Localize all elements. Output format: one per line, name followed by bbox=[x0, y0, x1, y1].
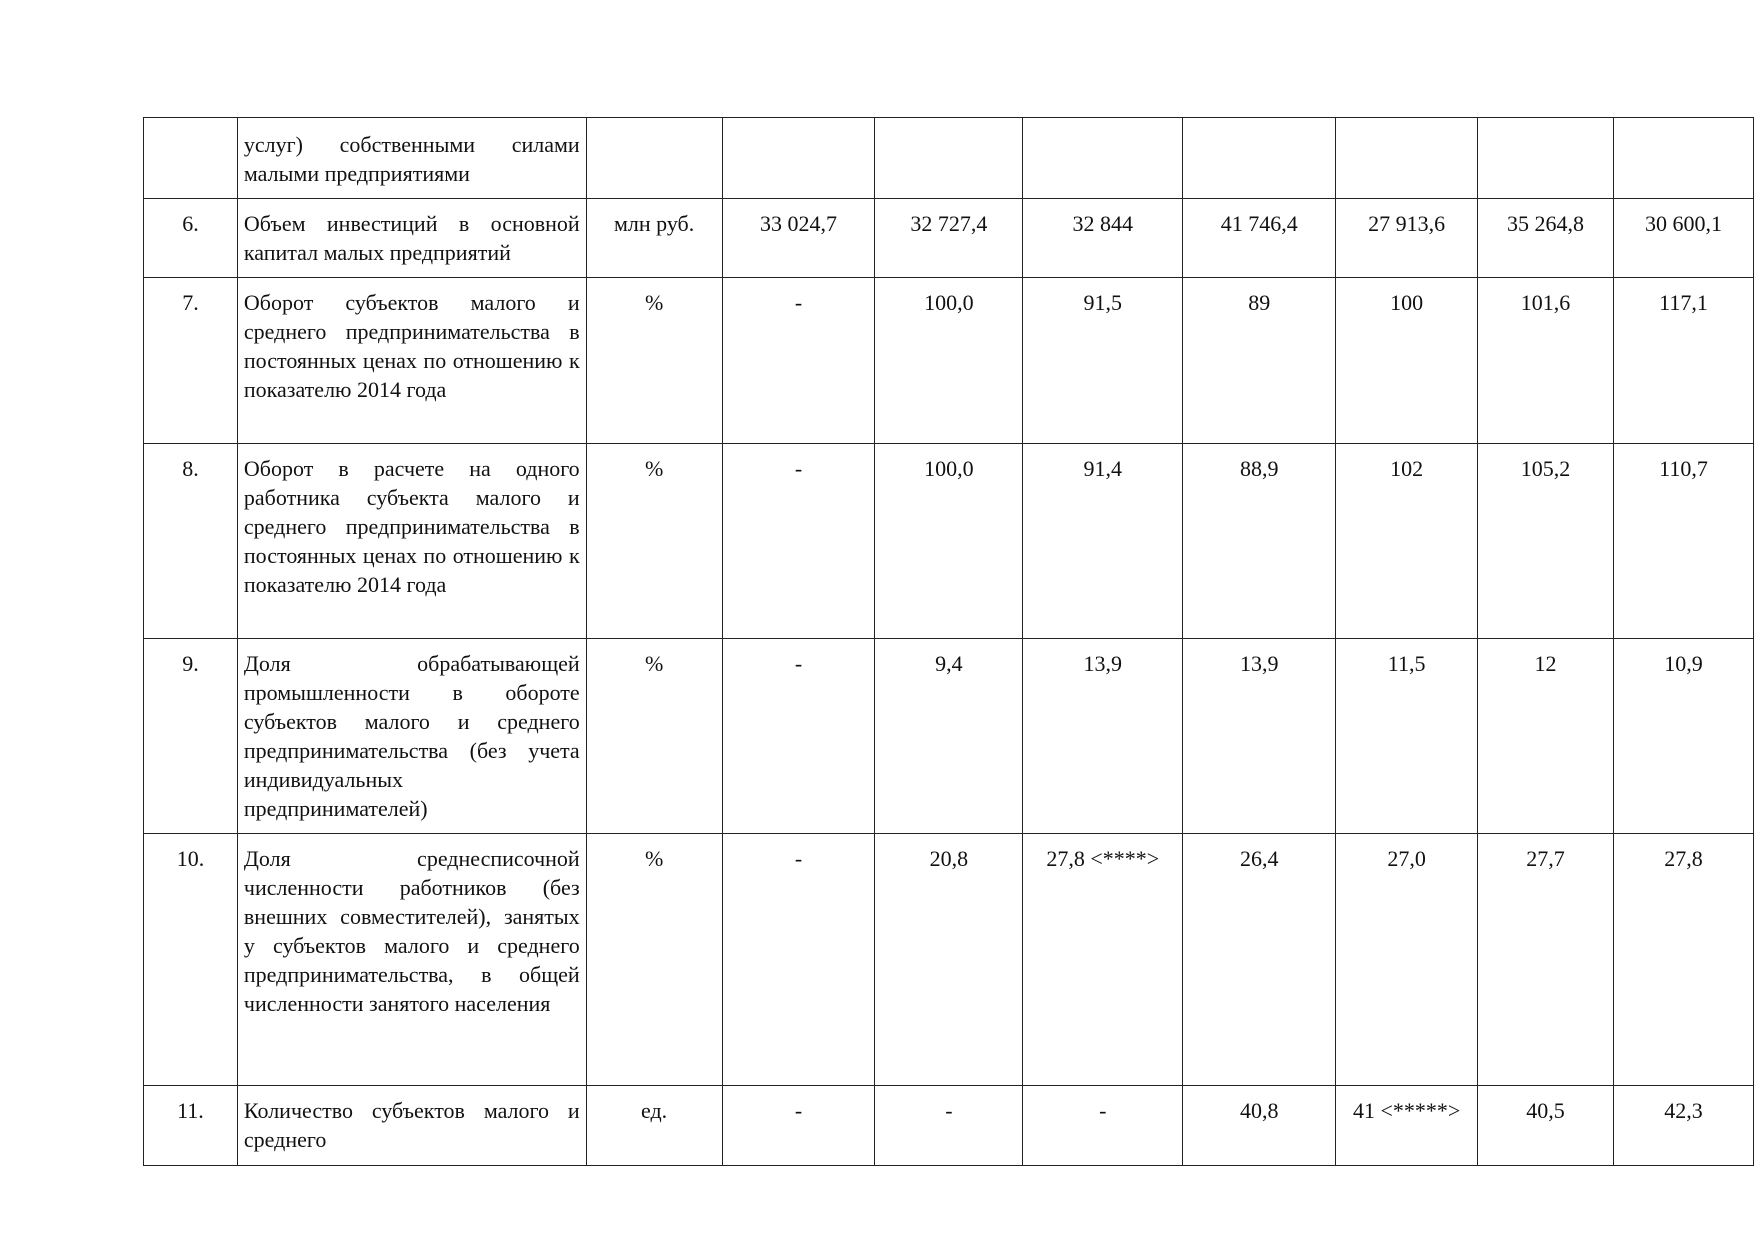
value-cell: 102 bbox=[1336, 444, 1478, 639]
value-cell: 117,1 bbox=[1614, 278, 1754, 444]
indicator-name: Доля обрабатывающей промышленности в обороте субъектов малого и среднего предпринимательства (без учета индивидуальных предпринимателей) bbox=[237, 639, 586, 834]
value-cell: 88,9 bbox=[1183, 444, 1336, 639]
value-cell: 27,8 <****> bbox=[1023, 834, 1183, 1086]
value-cell: 40,5 bbox=[1478, 1086, 1614, 1166]
value-cell: 27,8 bbox=[1614, 834, 1754, 1086]
value-cell bbox=[1183, 118, 1336, 199]
value-cell: 110,7 bbox=[1614, 444, 1754, 639]
value-cell: 41 <*****> bbox=[1336, 1086, 1478, 1166]
unit-cell: % bbox=[586, 444, 722, 639]
value-cell: - bbox=[1023, 1086, 1183, 1166]
value-cell: 100,0 bbox=[875, 444, 1023, 639]
value-cell bbox=[1336, 118, 1478, 199]
value-cell: 40,8 bbox=[1183, 1086, 1336, 1166]
row-number bbox=[144, 118, 238, 199]
value-cell: 91,5 bbox=[1023, 278, 1183, 444]
value-cell: 13,9 bbox=[1183, 639, 1336, 834]
value-cell: 32 727,4 bbox=[875, 199, 1023, 278]
value-cell bbox=[1614, 118, 1754, 199]
value-cell: - bbox=[722, 444, 875, 639]
value-cell bbox=[1478, 118, 1614, 199]
value-cell: 41 746,4 bbox=[1183, 199, 1336, 278]
value-cell: 9,4 bbox=[875, 639, 1023, 834]
indicator-name: Количество субъектов малого и среднего bbox=[237, 1086, 586, 1166]
indicator-name: Оборот субъектов малого и среднего предпринимательства в постоянных ценах по отношению к показателю 2014 года bbox=[237, 278, 586, 444]
table-row bbox=[144, 118, 1754, 199]
value-cell: - bbox=[722, 278, 875, 444]
row-number: 9. bbox=[144, 639, 238, 834]
table-row bbox=[144, 199, 1754, 278]
value-cell: 100 bbox=[1336, 278, 1478, 444]
value-cell: 35 264,8 bbox=[1478, 199, 1614, 278]
value-cell: - bbox=[875, 1086, 1023, 1166]
indicators-table bbox=[143, 117, 1754, 1166]
row-number: 6. bbox=[144, 199, 238, 278]
table-row bbox=[144, 444, 1754, 639]
value-cell: 100,0 bbox=[875, 278, 1023, 444]
unit-cell: % bbox=[586, 278, 722, 444]
value-cell bbox=[722, 118, 875, 199]
value-cell: 101,6 bbox=[1478, 278, 1614, 444]
unit-cell: млн руб. bbox=[586, 199, 722, 278]
value-cell: - bbox=[722, 1086, 875, 1166]
value-cell: 27,0 bbox=[1336, 834, 1478, 1086]
unit-cell: % bbox=[586, 639, 722, 834]
value-cell: 27,7 bbox=[1478, 834, 1614, 1086]
value-cell: 30 600,1 bbox=[1614, 199, 1754, 278]
table-row bbox=[144, 1086, 1754, 1166]
indicator-name: услуг) собственными силами малыми предприятиями bbox=[237, 118, 586, 199]
unit-cell: ед. bbox=[586, 1086, 722, 1166]
indicator-name: Объем инвестиций в основной капитал малых предприятий bbox=[237, 199, 586, 278]
table-row bbox=[144, 639, 1754, 834]
value-cell: - bbox=[722, 834, 875, 1086]
unit-cell bbox=[586, 118, 722, 199]
value-cell bbox=[1023, 118, 1183, 199]
value-cell: 91,4 bbox=[1023, 444, 1183, 639]
indicator-name: Доля среднесписочной численности работников (без внешних совместителей), занятых у субъектов малого и среднего предпринимательства, в общей численности занятого населения bbox=[237, 834, 586, 1086]
value-cell: 12 bbox=[1478, 639, 1614, 834]
value-cell: 32 844 bbox=[1023, 199, 1183, 278]
table-row bbox=[144, 834, 1754, 1086]
indicator-name: Оборот в расчете на одного работника субъекта малого и среднего предпринимательства в постоянных ценах по отношению к показателю 2014 года bbox=[237, 444, 586, 639]
row-number: 11. bbox=[144, 1086, 238, 1166]
value-cell: 13,9 bbox=[1023, 639, 1183, 834]
value-cell: 26,4 bbox=[1183, 834, 1336, 1086]
value-cell: 20,8 bbox=[875, 834, 1023, 1086]
value-cell: 27 913,6 bbox=[1336, 199, 1478, 278]
table-row bbox=[144, 278, 1754, 444]
value-cell: 42,3 bbox=[1614, 1086, 1754, 1166]
value-cell bbox=[875, 118, 1023, 199]
value-cell: - bbox=[722, 639, 875, 834]
unit-cell: % bbox=[586, 834, 722, 1086]
row-number: 8. bbox=[144, 444, 238, 639]
value-cell: 105,2 bbox=[1478, 444, 1614, 639]
row-number: 10. bbox=[144, 834, 238, 1086]
value-cell: 89 bbox=[1183, 278, 1336, 444]
value-cell: 11,5 bbox=[1336, 639, 1478, 834]
value-cell: 33 024,7 bbox=[722, 199, 875, 278]
value-cell: 10,9 bbox=[1614, 639, 1754, 834]
row-number: 7. bbox=[144, 278, 238, 444]
